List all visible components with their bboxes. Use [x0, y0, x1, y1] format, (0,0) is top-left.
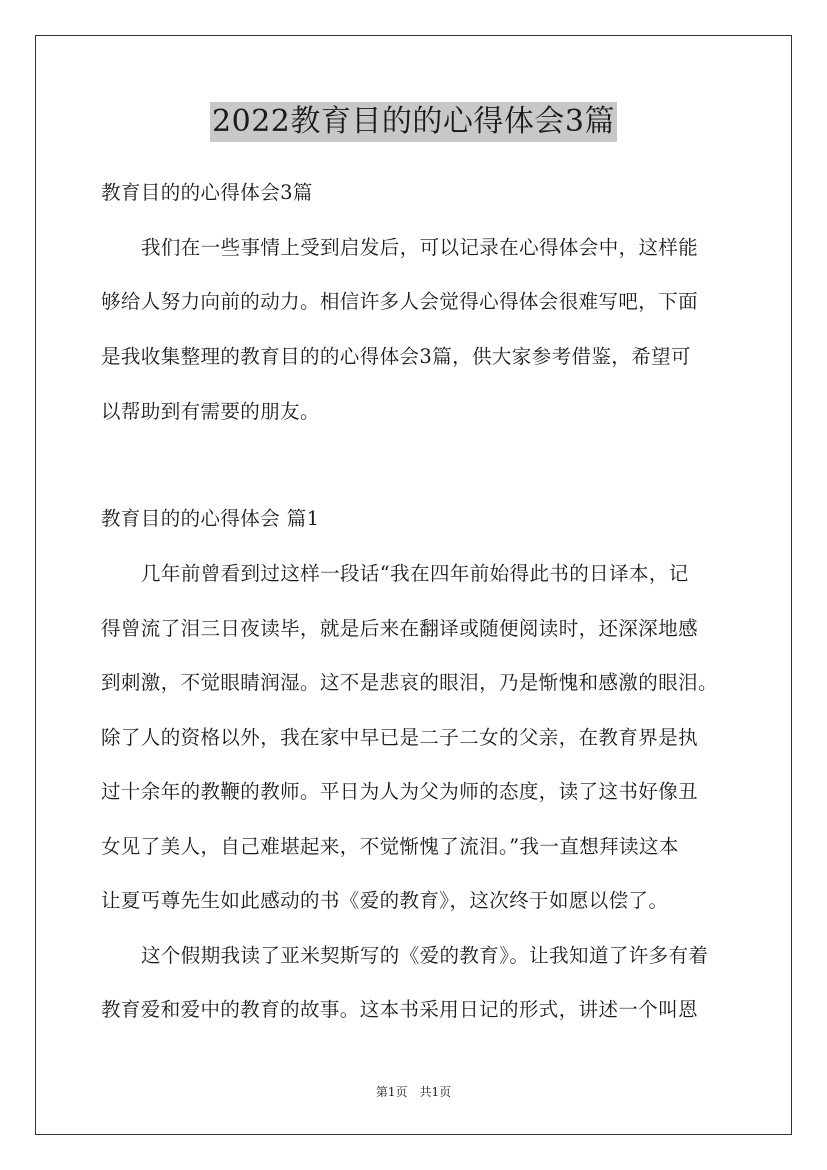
- paragraph-line: 这个假期我读了亚米契斯写的《爱的教育》。让我知道了许多有着: [141, 944, 709, 967]
- page-footer: [0, 1084, 827, 1100]
- paragraph-line: 除了人的资格以外，我在家中早已是二子二女的父亲，在教育界是执: [101, 726, 699, 749]
- page-total: 共1页: [419, 1085, 452, 1099]
- page-number: 第1页: [375, 1085, 408, 1099]
- title-container: [0, 102, 827, 142]
- paragraph-line: 到刺激，不觉眼睛润湿。这不是悲哀的眼泪，乃是惭愧和感激的眼泪。: [101, 671, 718, 694]
- paragraph-line: 让夏丐尊先生如此感动的书《爱的教育》，这次终于如愿以偿了。: [101, 889, 669, 912]
- intro-line: 以帮助到有需要的朋友。: [101, 400, 320, 423]
- intro-line: 我们在一些事情上受到启发后，可以记录在心得体会中，这样能: [141, 236, 699, 259]
- document-subtitle: 教育目的的心得体会3篇: [101, 181, 313, 204]
- document-title: 2022教育目的的心得体会3篇: [210, 102, 617, 142]
- paragraph-line: 教育爱和爱中的教育的故事。这本书采用日记的形式，讲述一个叫恩: [101, 998, 699, 1021]
- paragraph-line: 女见了美人，自己难堪起来，不觉惭愧了流泪。”我一直想拜读这本: [101, 835, 679, 858]
- paragraph-line: 几年前曾看到过这样一段话“我在四年前始得此书的日译本，记: [141, 562, 689, 585]
- section-heading: 教育目的的心得体会 篇1: [101, 507, 320, 530]
- paragraph-line: 过十余年的教鞭的教师。平日为人为父为师的态度，读了这书好像丑: [101, 780, 699, 803]
- paragraph-line: 得曾流了泪三日夜读毕，就是后来在翻译或随便阅读时，还深深地感: [101, 617, 699, 640]
- intro-line: 是我收集整理的教育目的的心得体会3篇，供大家参考借鉴，希望可: [101, 345, 691, 368]
- intro-line: 够给人努力向前的动力。相信许多人会觉得心得体会很难写吧，下面: [101, 290, 699, 313]
